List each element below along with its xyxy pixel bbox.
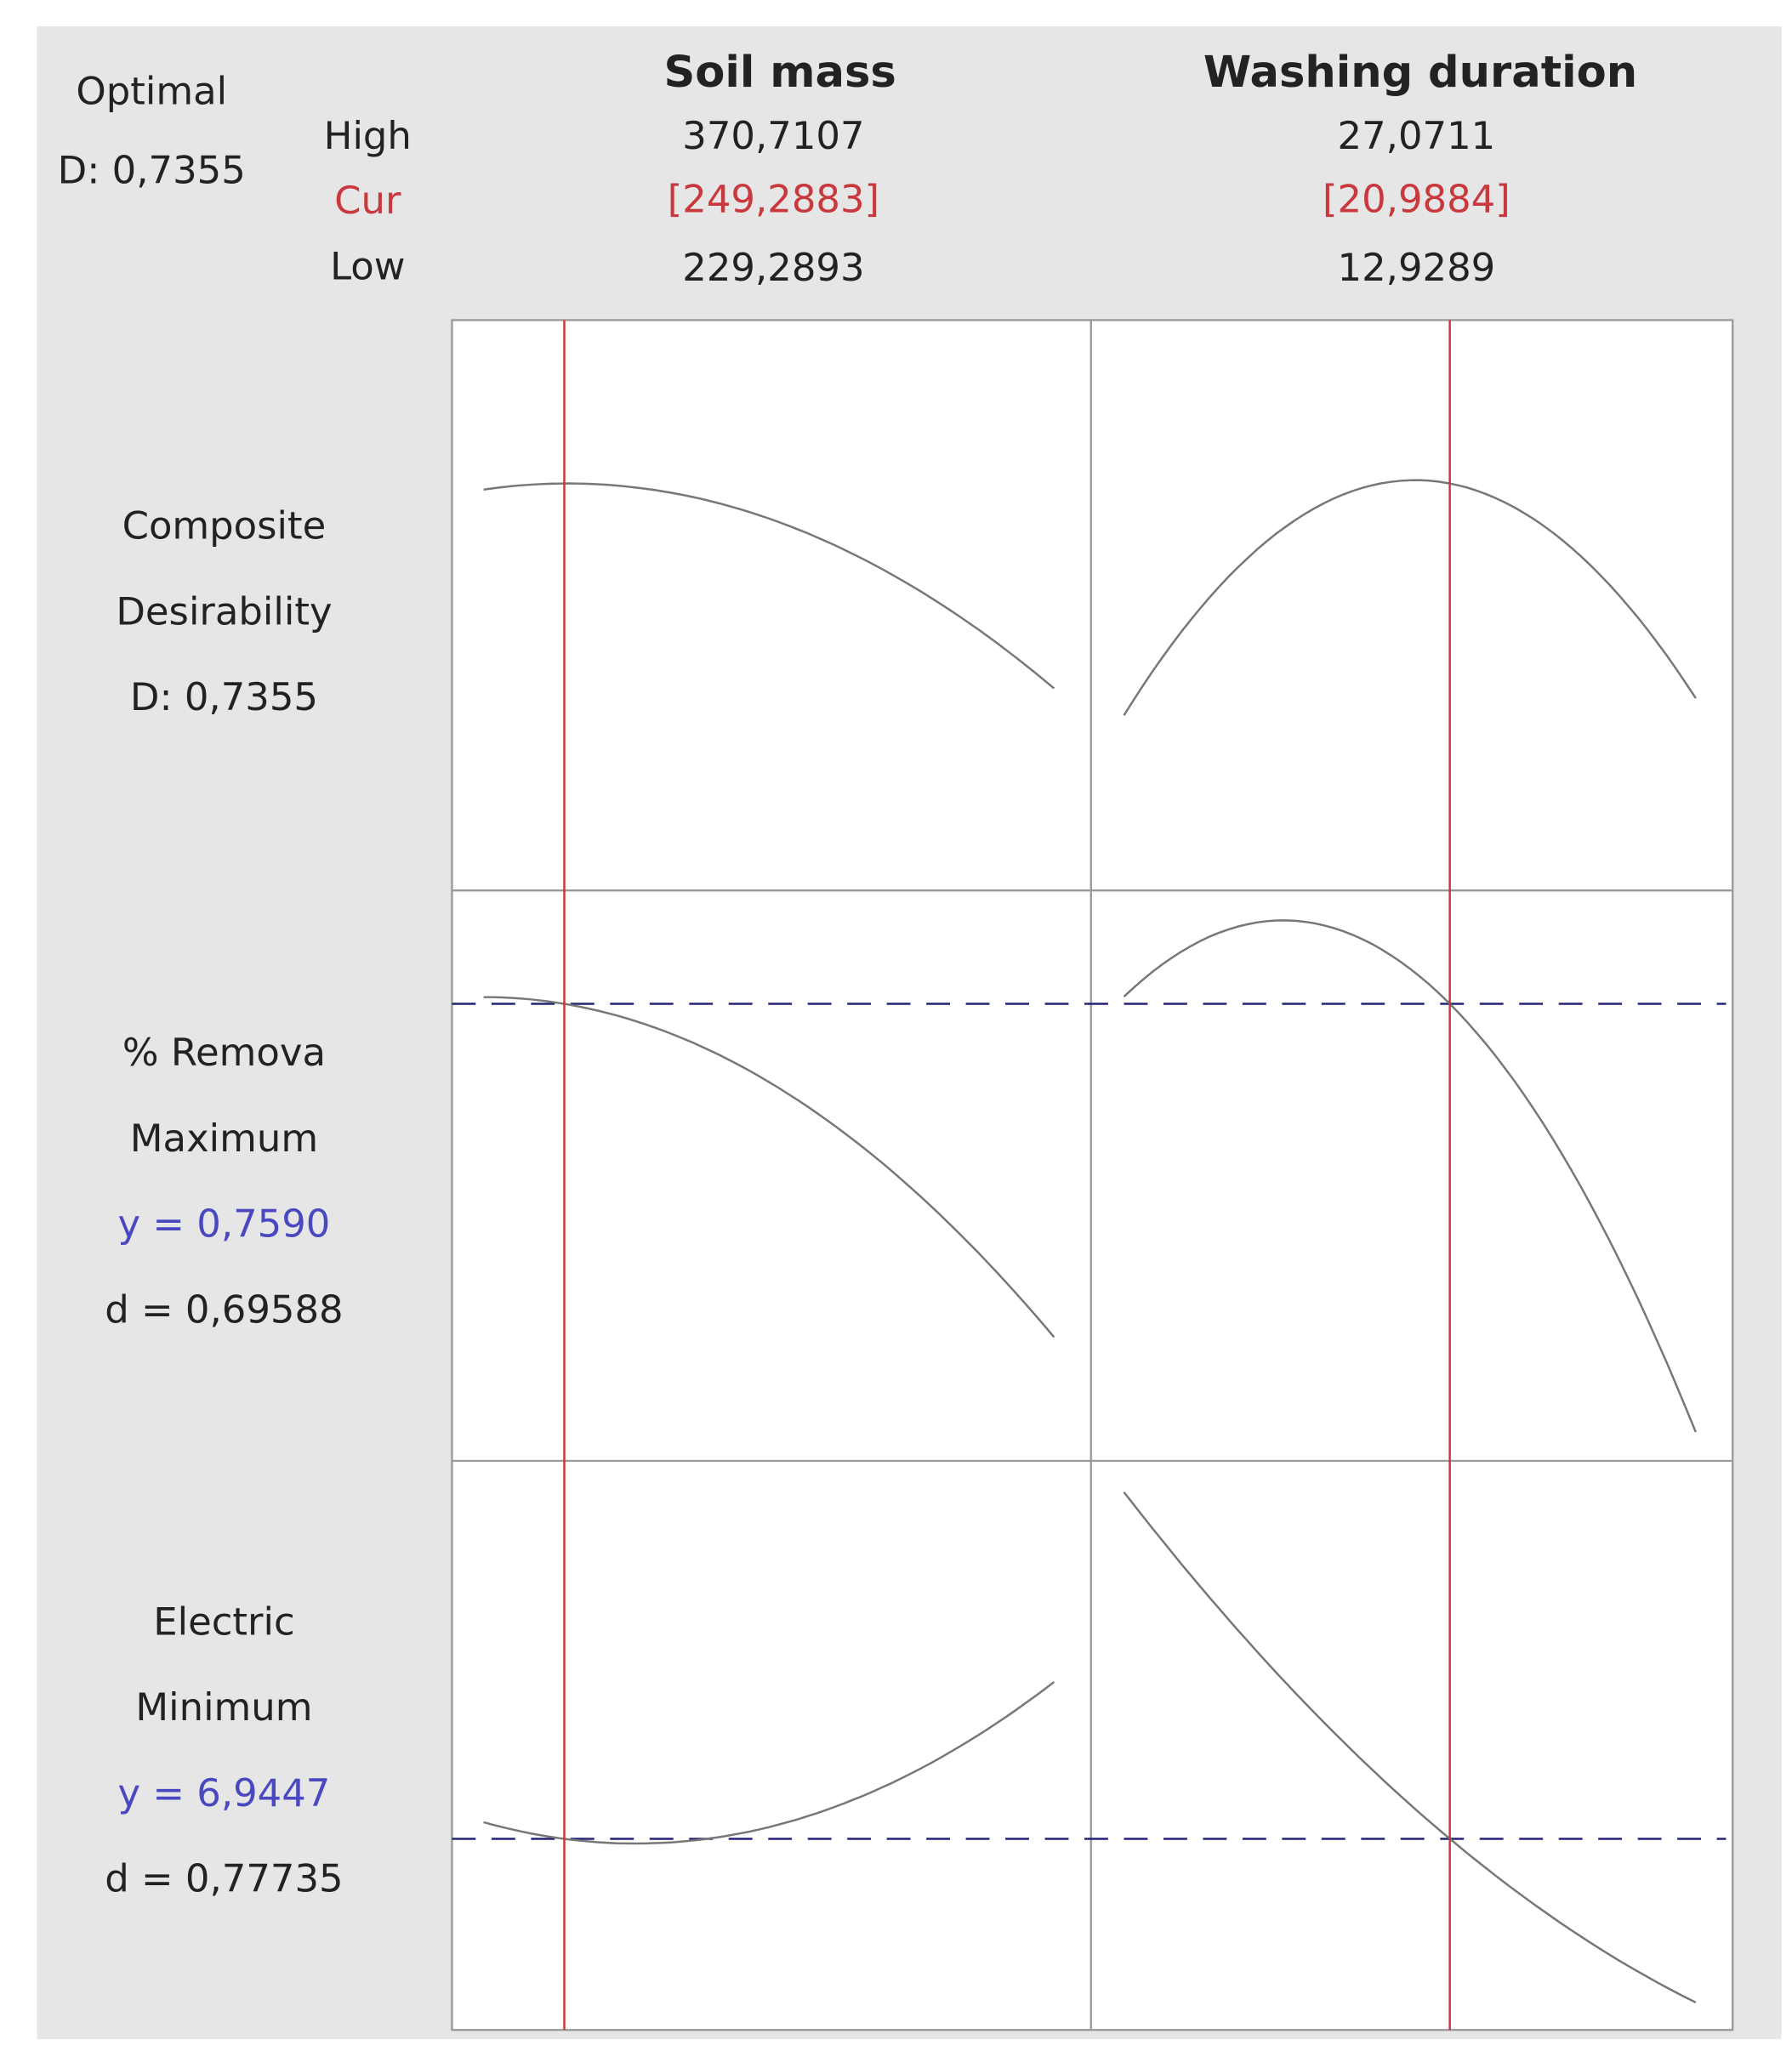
low-label: Low xyxy=(330,243,406,289)
electric-y-value: y = 6,9447 xyxy=(117,1770,331,1815)
removal-d-value: d = 0,69588 xyxy=(105,1287,344,1332)
washing-duration-high: 27,0711 xyxy=(1337,113,1496,159)
high-label: High xyxy=(323,113,412,159)
plot-grid xyxy=(452,320,1732,2030)
soil-mass-low: 229,2893 xyxy=(682,244,865,290)
electric-d-value: d = 0,77735 xyxy=(105,1855,344,1901)
electric-goal: Minimum xyxy=(135,1685,313,1730)
factor-header-washing-duration: Washing duration xyxy=(1203,48,1638,99)
cur-label: Cur xyxy=(334,177,401,223)
optimal-d-value: D: 0,7355 xyxy=(57,147,246,193)
factor-header-soil-mass: Soil mass xyxy=(663,48,896,99)
washing-duration-current[interactable]: [20,9884] xyxy=(1323,176,1510,222)
removal-label: % Remova xyxy=(122,1030,326,1076)
optimal-label: Optimal xyxy=(76,68,228,114)
removal-y-value: y = 0,7590 xyxy=(117,1201,331,1247)
composite-label-1: Composite xyxy=(122,503,327,548)
removal-goal: Maximum xyxy=(129,1115,319,1161)
soil-mass-current[interactable]: [249,2883] xyxy=(667,176,880,222)
electric-label: Electric xyxy=(153,1599,295,1645)
composite-label-2: Desirability xyxy=(116,588,333,634)
composite-d-value: D: 0,7355 xyxy=(129,673,319,719)
soil-mass-high: 370,7107 xyxy=(682,113,865,159)
plot-area xyxy=(452,320,1732,2030)
washing-duration-low: 12,9289 xyxy=(1337,244,1496,290)
